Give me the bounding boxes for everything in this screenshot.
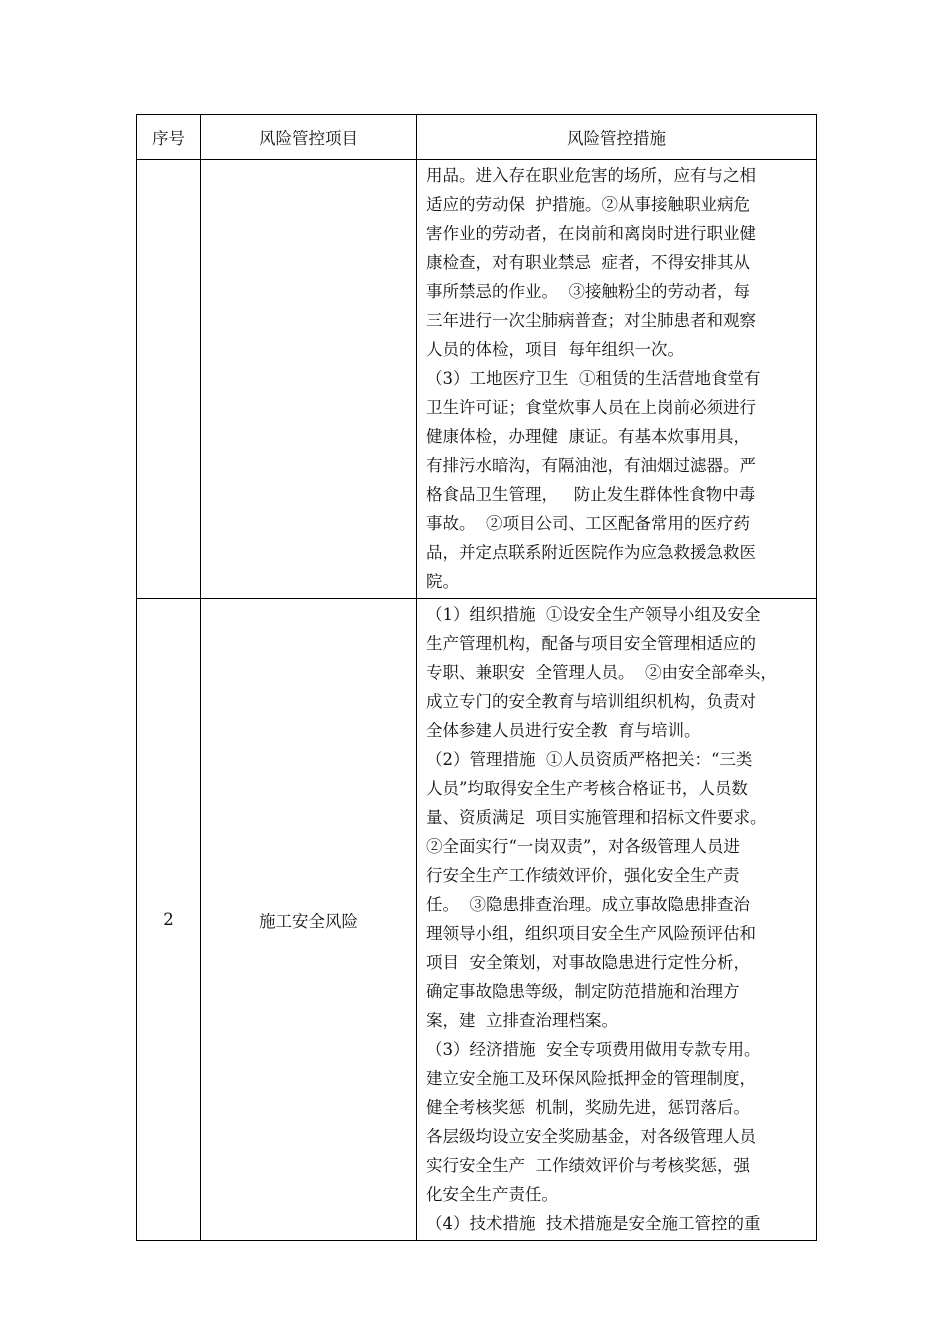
- measure-text-line: 用品。进入存在职业危害的场所，应有与之相: [426, 166, 756, 185]
- table-row: [137, 599, 817, 1241]
- header-serial-number: 序号: [137, 115, 201, 160]
- measure-text-line: 生产管理机构，配备与项目安全管理相适应的: [426, 634, 756, 653]
- table-header-row: [137, 115, 817, 160]
- measure-text-line: 院。: [426, 572, 459, 591]
- measure-text-line: 化安全生产责任。: [426, 1185, 558, 1204]
- measure-text-line: 量、资质满足 项目实施管理和招标文件要求。: [426, 808, 767, 827]
- risk-control-table: [136, 114, 817, 1241]
- measure-text-line: 成立专门的安全教育与培训组织机构，负责对: [426, 692, 756, 711]
- measure-text-line: 健全考核奖惩 机制，奖励先进，惩罚落后。: [426, 1098, 750, 1117]
- measure-text-line: 品，并定点联系附近医院作为应急救援急救医: [426, 543, 756, 562]
- measure-text-line: （1）组织措施 ①设安全生产领导小组及安全: [426, 605, 761, 624]
- row-risk-item: [201, 160, 417, 599]
- measure-text-line: 康检查，对有职业禁忌 症者，不得安排其从: [426, 253, 750, 272]
- measure-text-line: ②全面实行“一岗双责”，对各级管理人员进: [426, 837, 740, 856]
- measure-text-line: 害作业的劳动者，在岗前和离岗时进行职业健: [426, 224, 756, 243]
- measure-text-line: 卫生许可证；食堂炊事人员在上岗前必须进行: [426, 398, 756, 417]
- measure-text-line: 任。 ③隐患排查治理。成立事故隐患排查治: [426, 895, 750, 914]
- measure-text-line: （2）管理措施 ①人员资质严格把关：“三类: [426, 750, 753, 769]
- measure-text-line: 健康体检，办理健 康证。有基本炊事用具，: [426, 427, 750, 446]
- row-risk-measures: [417, 160, 817, 599]
- measure-text-line: 建立安全施工及环保风险抵押金的管理制度，: [426, 1069, 756, 1088]
- measure-text-line: 全体参建人员进行安全教 育与培训。: [426, 721, 701, 740]
- row-risk-measures: [417, 599, 817, 1241]
- measure-text-line: （4）技术措施 技术措施是安全施工管控的重: [426, 1214, 761, 1233]
- measure-text-line: 三年进行一次尘肺病普查；对尘肺患者和观察: [426, 311, 756, 330]
- row-serial-number: 2: [137, 599, 201, 1241]
- measure-text-line: 事故。 ②项目公司、工区配备常用的医疗药: [426, 514, 750, 533]
- measure-text-line: 理领导小组，组织项目安全生产风险预评估和: [426, 924, 756, 943]
- measure-text-line: 有排污水暗沟，有隔油池，有油烟过滤器。严: [426, 456, 756, 475]
- measure-text-line: 事所禁忌的作业。 ③接触粉尘的劳动者，每: [426, 282, 750, 301]
- measure-text-line: 实行安全生产 工作绩效评价与考核奖惩，强: [426, 1156, 750, 1175]
- measure-text-line: 人员”均取得安全生产考核合格证书，人员数: [426, 779, 748, 798]
- header-risk-item: 风险管控项目: [201, 115, 417, 160]
- measure-text-line: 专职、兼职安 全管理人员。 ②由安全部牵头，: [426, 663, 777, 682]
- measure-text-line: 确定事故隐患等级，制定防范措施和治理方: [426, 982, 740, 1001]
- measure-text-line: 项目 安全策划，对事故隐患进行定性分析，: [426, 953, 750, 972]
- measure-text-line: 格食品卫生管理， 防止发生群体性食物中毒: [426, 485, 756, 504]
- measure-text-line: 案，建 立排查治理档案。: [426, 1011, 618, 1030]
- measure-text-line: 适应的劳动保 护措施。②从事接触职业病危: [426, 195, 750, 214]
- measure-text-line: 行安全生产工作绩效评价，强化安全生产责: [426, 866, 740, 885]
- row-risk-item: 施工安全风险: [201, 599, 417, 1241]
- row-serial-number: [137, 160, 201, 599]
- measure-text-line: （3）工地医疗卫生 ①租赁的生活营地食堂有: [426, 369, 761, 388]
- measure-text-line: 各层级均设立安全奖励基金，对各级管理人员: [426, 1127, 756, 1146]
- measure-text-line: 人员的体检，项目 每年组织一次。: [426, 340, 684, 359]
- measure-text-line: （3）经济措施 安全专项费用做用专款专用。: [426, 1040, 761, 1059]
- header-risk-measures: 风险管控措施: [417, 115, 817, 160]
- table-row: [137, 160, 817, 599]
